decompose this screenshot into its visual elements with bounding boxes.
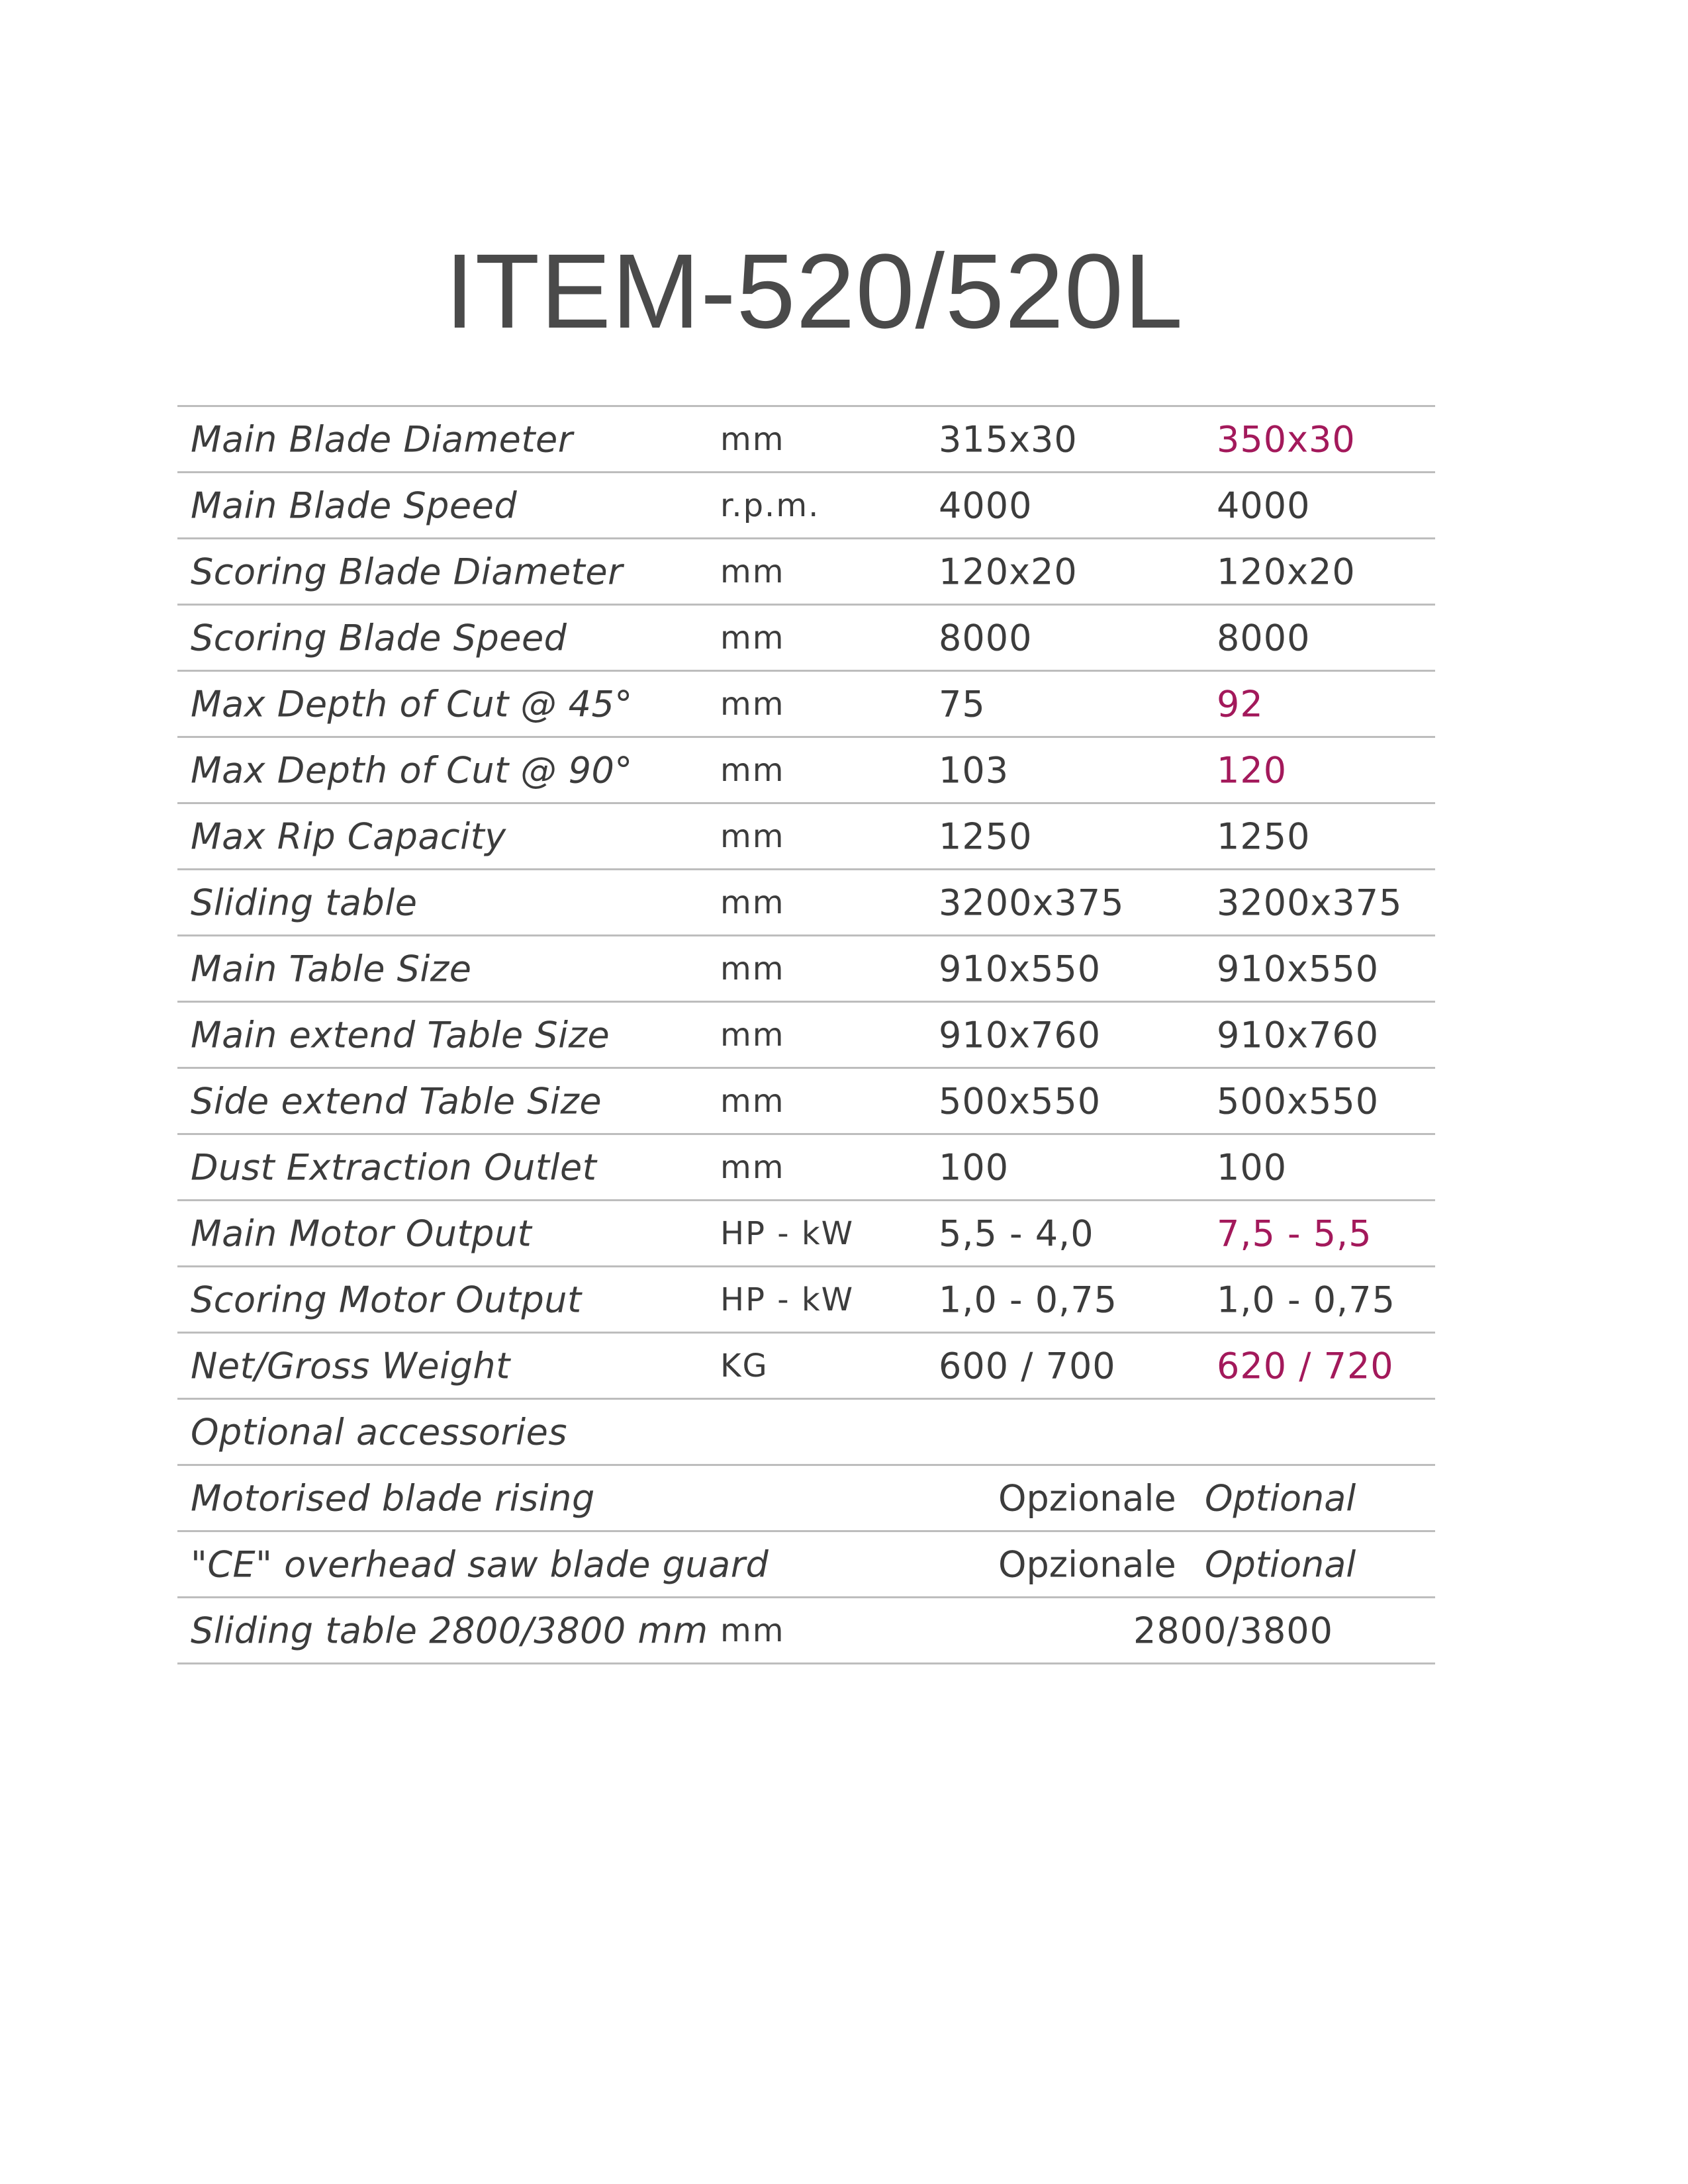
spec-label: Max Depth of Cut @ 90° bbox=[191, 749, 633, 791]
spec-rows bbox=[177, 407, 1435, 1400]
spec-label: Scoring Motor Output bbox=[191, 1279, 582, 1320]
sliding-table-option-value: 2800/3800 bbox=[1133, 1610, 1334, 1651]
spec-unit: mm bbox=[720, 884, 785, 921]
spec-value-520l: 8000 bbox=[1217, 617, 1311, 659]
spec-value-520: 910x760 bbox=[939, 1014, 1102, 1056]
optional-row bbox=[177, 1532, 1435, 1598]
page-title: ITEM-520/520L bbox=[445, 232, 1184, 350]
spec-label: Sliding table bbox=[191, 882, 418, 923]
spec-label: Main Blade Speed bbox=[191, 484, 518, 526]
optional-label: Motorised blade rising bbox=[191, 1477, 595, 1519]
spec-value-520: 5,5 - 4,0 bbox=[939, 1212, 1094, 1254]
spec-unit: r.p.m. bbox=[720, 486, 820, 524]
spec-value-520l: 350x30 bbox=[1217, 418, 1356, 460]
spec-label: Main Blade Diameter bbox=[191, 418, 573, 460]
spec-row bbox=[177, 1135, 1435, 1201]
spec-unit: mm bbox=[720, 1082, 785, 1120]
spec-row bbox=[177, 539, 1435, 606]
spec-label: Main Table Size bbox=[191, 948, 472, 989]
spec-value-520l: 620 / 720 bbox=[1217, 1345, 1394, 1387]
spec-value-520: 8000 bbox=[939, 617, 1033, 659]
spec-unit: mm bbox=[720, 817, 785, 855]
spec-row bbox=[177, 606, 1435, 672]
optional-row bbox=[177, 1466, 1435, 1532]
optional-value-it: Opzionale bbox=[998, 1477, 1176, 1519]
spec-label: Dust Extraction Outlet bbox=[191, 1146, 597, 1188]
spec-label: Scoring Blade Diameter bbox=[191, 551, 623, 592]
spec-unit: mm bbox=[720, 950, 785, 987]
spec-unit: mm bbox=[720, 619, 785, 657]
spec-row bbox=[177, 804, 1435, 870]
spec-label: Max Depth of Cut @ 45° bbox=[191, 683, 633, 725]
spec-value-520: 103 bbox=[939, 749, 1009, 791]
spec-table bbox=[177, 405, 1435, 1664]
spec-row bbox=[177, 1069, 1435, 1135]
spec-value-520l: 92 bbox=[1217, 683, 1264, 725]
spec-value-520: 75 bbox=[939, 683, 986, 725]
spec-label: Main extend Table Size bbox=[191, 1014, 610, 1056]
spec-value-520l: 910x760 bbox=[1217, 1014, 1380, 1056]
spec-row bbox=[177, 870, 1435, 936]
spec-value-520l: 120x20 bbox=[1217, 551, 1356, 592]
spec-row bbox=[177, 672, 1435, 738]
spec-value-520l: 1250 bbox=[1217, 815, 1311, 857]
spec-value-520: 910x550 bbox=[939, 948, 1102, 989]
spec-unit: mm bbox=[720, 1016, 785, 1054]
spec-label: Side extend Table Size bbox=[191, 1080, 602, 1122]
spec-row bbox=[177, 1201, 1435, 1267]
sliding-table-option-row bbox=[177, 1598, 1435, 1664]
spec-row bbox=[177, 1267, 1435, 1334]
spec-row bbox=[177, 473, 1435, 539]
spec-value-520: 1250 bbox=[939, 815, 1033, 857]
spec-label: Net/Gross Weight bbox=[191, 1345, 510, 1387]
spec-unit: mm bbox=[720, 685, 785, 723]
spec-value-520: 4000 bbox=[939, 484, 1033, 526]
sliding-table-option-unit: mm bbox=[720, 1612, 785, 1649]
spec-row bbox=[177, 407, 1435, 473]
spec-value-520l: 4000 bbox=[1217, 484, 1311, 526]
spec-row bbox=[177, 1003, 1435, 1069]
spec-value-520l: 7,5 - 5,5 bbox=[1217, 1212, 1372, 1254]
optional-heading: Optional accessories bbox=[191, 1411, 568, 1453]
spec-value-520l: 910x550 bbox=[1217, 948, 1380, 989]
spec-label: Scoring Blade Speed bbox=[191, 617, 567, 659]
optional-heading-row bbox=[177, 1400, 1435, 1466]
spec-value-520l: 3200x375 bbox=[1217, 882, 1403, 923]
spec-row bbox=[177, 1334, 1435, 1400]
spec-row bbox=[177, 738, 1435, 804]
optional-value-en: Optional bbox=[1205, 1543, 1356, 1585]
spec-label: Main Motor Output bbox=[191, 1212, 532, 1254]
sliding-table-option-label: Sliding table 2800/3800 mm bbox=[191, 1610, 708, 1651]
optional-value-en: Optional bbox=[1205, 1477, 1356, 1519]
spec-unit: mm bbox=[720, 1148, 785, 1186]
spec-unit: mm bbox=[720, 553, 785, 590]
spec-value-520l: 1,0 - 0,75 bbox=[1217, 1279, 1395, 1320]
optional-label: "CE" overhead saw blade guard bbox=[191, 1543, 769, 1585]
spec-row bbox=[177, 936, 1435, 1003]
spec-value-520l: 100 bbox=[1217, 1146, 1288, 1188]
spec-value-520: 1,0 - 0,75 bbox=[939, 1279, 1117, 1320]
spec-unit: HP - kW bbox=[720, 1214, 855, 1252]
spec-value-520l: 500x550 bbox=[1217, 1080, 1380, 1122]
spec-value-520: 600 / 700 bbox=[939, 1345, 1116, 1387]
spec-value-520: 315x30 bbox=[939, 418, 1078, 460]
spec-value-520: 100 bbox=[939, 1146, 1009, 1188]
spec-unit: mm bbox=[720, 420, 785, 458]
spec-unit: HP - kW bbox=[720, 1281, 855, 1318]
spec-value-520l: 120 bbox=[1217, 749, 1288, 791]
spec-unit: mm bbox=[720, 751, 785, 789]
optional-value-it: Opzionale bbox=[998, 1543, 1176, 1585]
spec-label: Max Rip Capacity bbox=[191, 815, 506, 857]
spec-value-520: 3200x375 bbox=[939, 882, 1125, 923]
spec-value-520: 500x550 bbox=[939, 1080, 1102, 1122]
spec-value-520: 120x20 bbox=[939, 551, 1078, 592]
spec-unit: KG bbox=[720, 1347, 769, 1385]
